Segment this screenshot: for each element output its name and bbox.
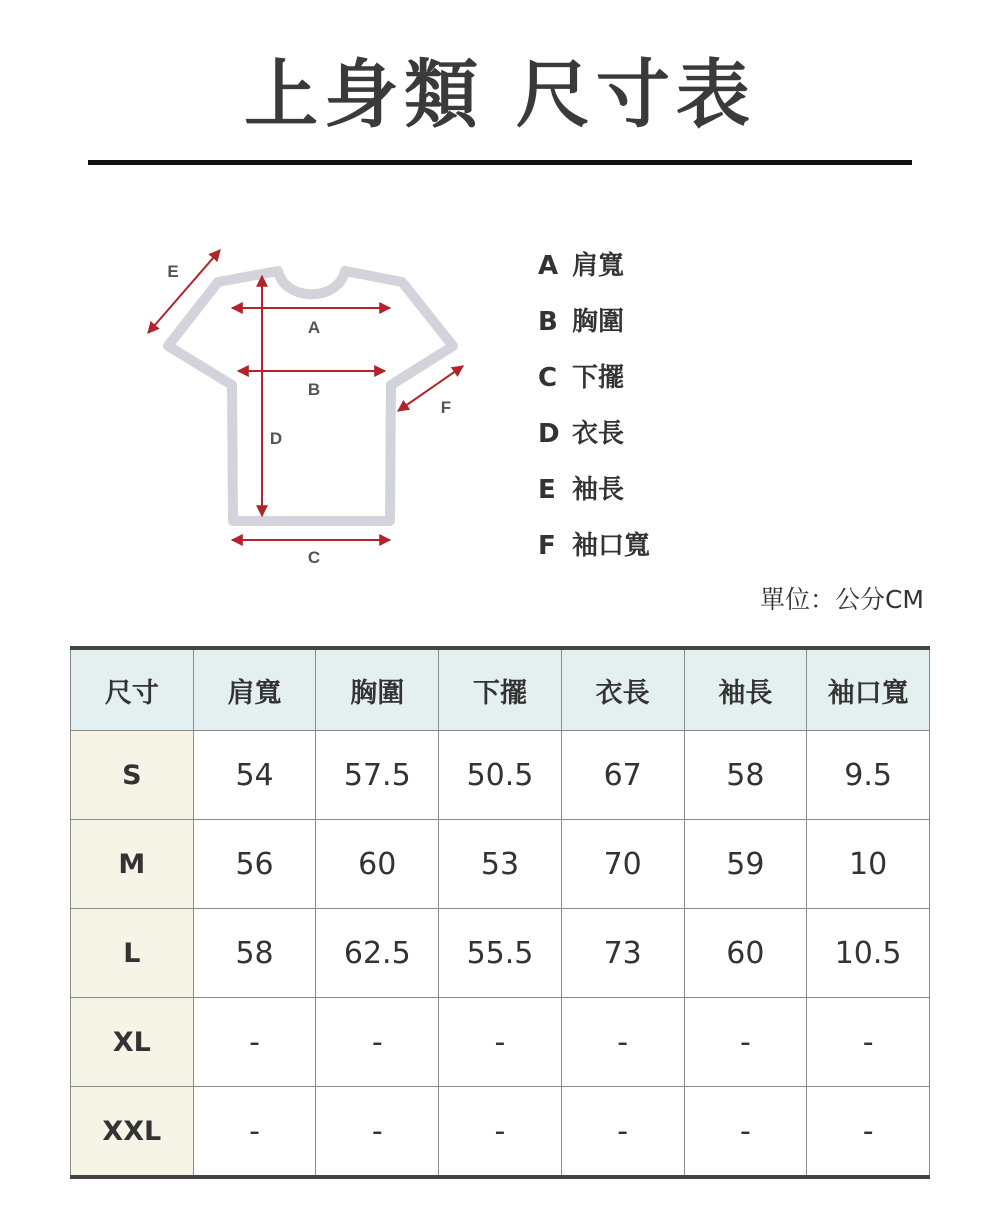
table-cell: - bbox=[684, 998, 807, 1087]
table-row bbox=[71, 820, 930, 909]
size-cell: XL bbox=[71, 998, 194, 1087]
table-cell: 55.5 bbox=[439, 909, 562, 998]
measurement-legend bbox=[538, 250, 650, 586]
table-cell: 59 bbox=[684, 820, 807, 909]
table-cell: - bbox=[193, 998, 316, 1087]
page-title: 上身類 尺寸表 bbox=[244, 52, 756, 138]
header-shoulder: 肩寬 bbox=[193, 648, 316, 731]
legend-item: E 袖長 bbox=[538, 475, 625, 505]
table-cell: 70 bbox=[561, 820, 684, 909]
legend-item: A 肩寬 bbox=[538, 251, 625, 281]
diagram-label-a: A bbox=[307, 318, 321, 337]
table-cell: 58 bbox=[684, 731, 807, 820]
table-cell: 56 bbox=[193, 820, 316, 909]
table-cell: - bbox=[439, 998, 562, 1087]
title-divider bbox=[88, 160, 912, 165]
table-cell: 58 bbox=[193, 909, 316, 998]
header-length: 衣長 bbox=[561, 648, 684, 731]
unit-note: 單位：公分CM bbox=[759, 585, 924, 614]
size-cell: L bbox=[71, 909, 194, 998]
diagram-label-b: B bbox=[307, 380, 321, 399]
table-cell: - bbox=[316, 998, 439, 1087]
legend-item: C 下擺 bbox=[538, 363, 625, 393]
table-row bbox=[71, 998, 930, 1087]
legend-item: D 衣長 bbox=[538, 419, 625, 449]
table-cell: 60 bbox=[316, 820, 439, 909]
table-cell: 9.5 bbox=[807, 731, 930, 820]
tshirt-measurement-diagram bbox=[140, 240, 480, 570]
size-cell: M bbox=[71, 820, 194, 909]
table-cell: 62.5 bbox=[316, 909, 439, 998]
header-hem: 下擺 bbox=[439, 648, 562, 731]
diagram-label-d: D bbox=[269, 429, 283, 448]
table-cell: 73 bbox=[561, 909, 684, 998]
table-cell: - bbox=[561, 1087, 684, 1178]
table-cell: 10.5 bbox=[807, 909, 930, 998]
header-cuff: 袖口寬 bbox=[807, 648, 930, 731]
table-cell: - bbox=[439, 1087, 562, 1178]
diagram-label-c: C bbox=[307, 548, 321, 567]
diagram-label-f: F bbox=[440, 398, 452, 417]
size-cell: XXL bbox=[71, 1087, 194, 1178]
table-cell: - bbox=[684, 1087, 807, 1178]
table-cell: 53 bbox=[439, 820, 562, 909]
table-cell: 60 bbox=[684, 909, 807, 998]
table-cell: - bbox=[193, 1087, 316, 1178]
table-row bbox=[71, 909, 930, 998]
header-sleeve: 袖長 bbox=[684, 648, 807, 731]
size-table bbox=[70, 646, 930, 1179]
diagram-label-e: E bbox=[167, 262, 179, 281]
legend-item: F 袖口寬 bbox=[538, 531, 651, 561]
table-cell: 54 bbox=[193, 731, 316, 820]
table-cell: 67 bbox=[561, 731, 684, 820]
header-size: 尺寸 bbox=[71, 648, 194, 731]
legend-item: B 胸圍 bbox=[538, 307, 625, 337]
table-cell: 50.5 bbox=[439, 731, 562, 820]
table-row bbox=[71, 1087, 930, 1178]
table-cell: - bbox=[807, 998, 930, 1087]
table-header-row bbox=[71, 648, 930, 731]
table-row bbox=[71, 731, 930, 820]
table-cell: 10 bbox=[807, 820, 930, 909]
header-chest: 胸圍 bbox=[316, 648, 439, 731]
table-cell: - bbox=[807, 1087, 930, 1178]
table-cell: 57.5 bbox=[316, 731, 439, 820]
size-cell: S bbox=[71, 731, 194, 820]
table-cell: - bbox=[316, 1087, 439, 1178]
table-cell: - bbox=[561, 998, 684, 1087]
